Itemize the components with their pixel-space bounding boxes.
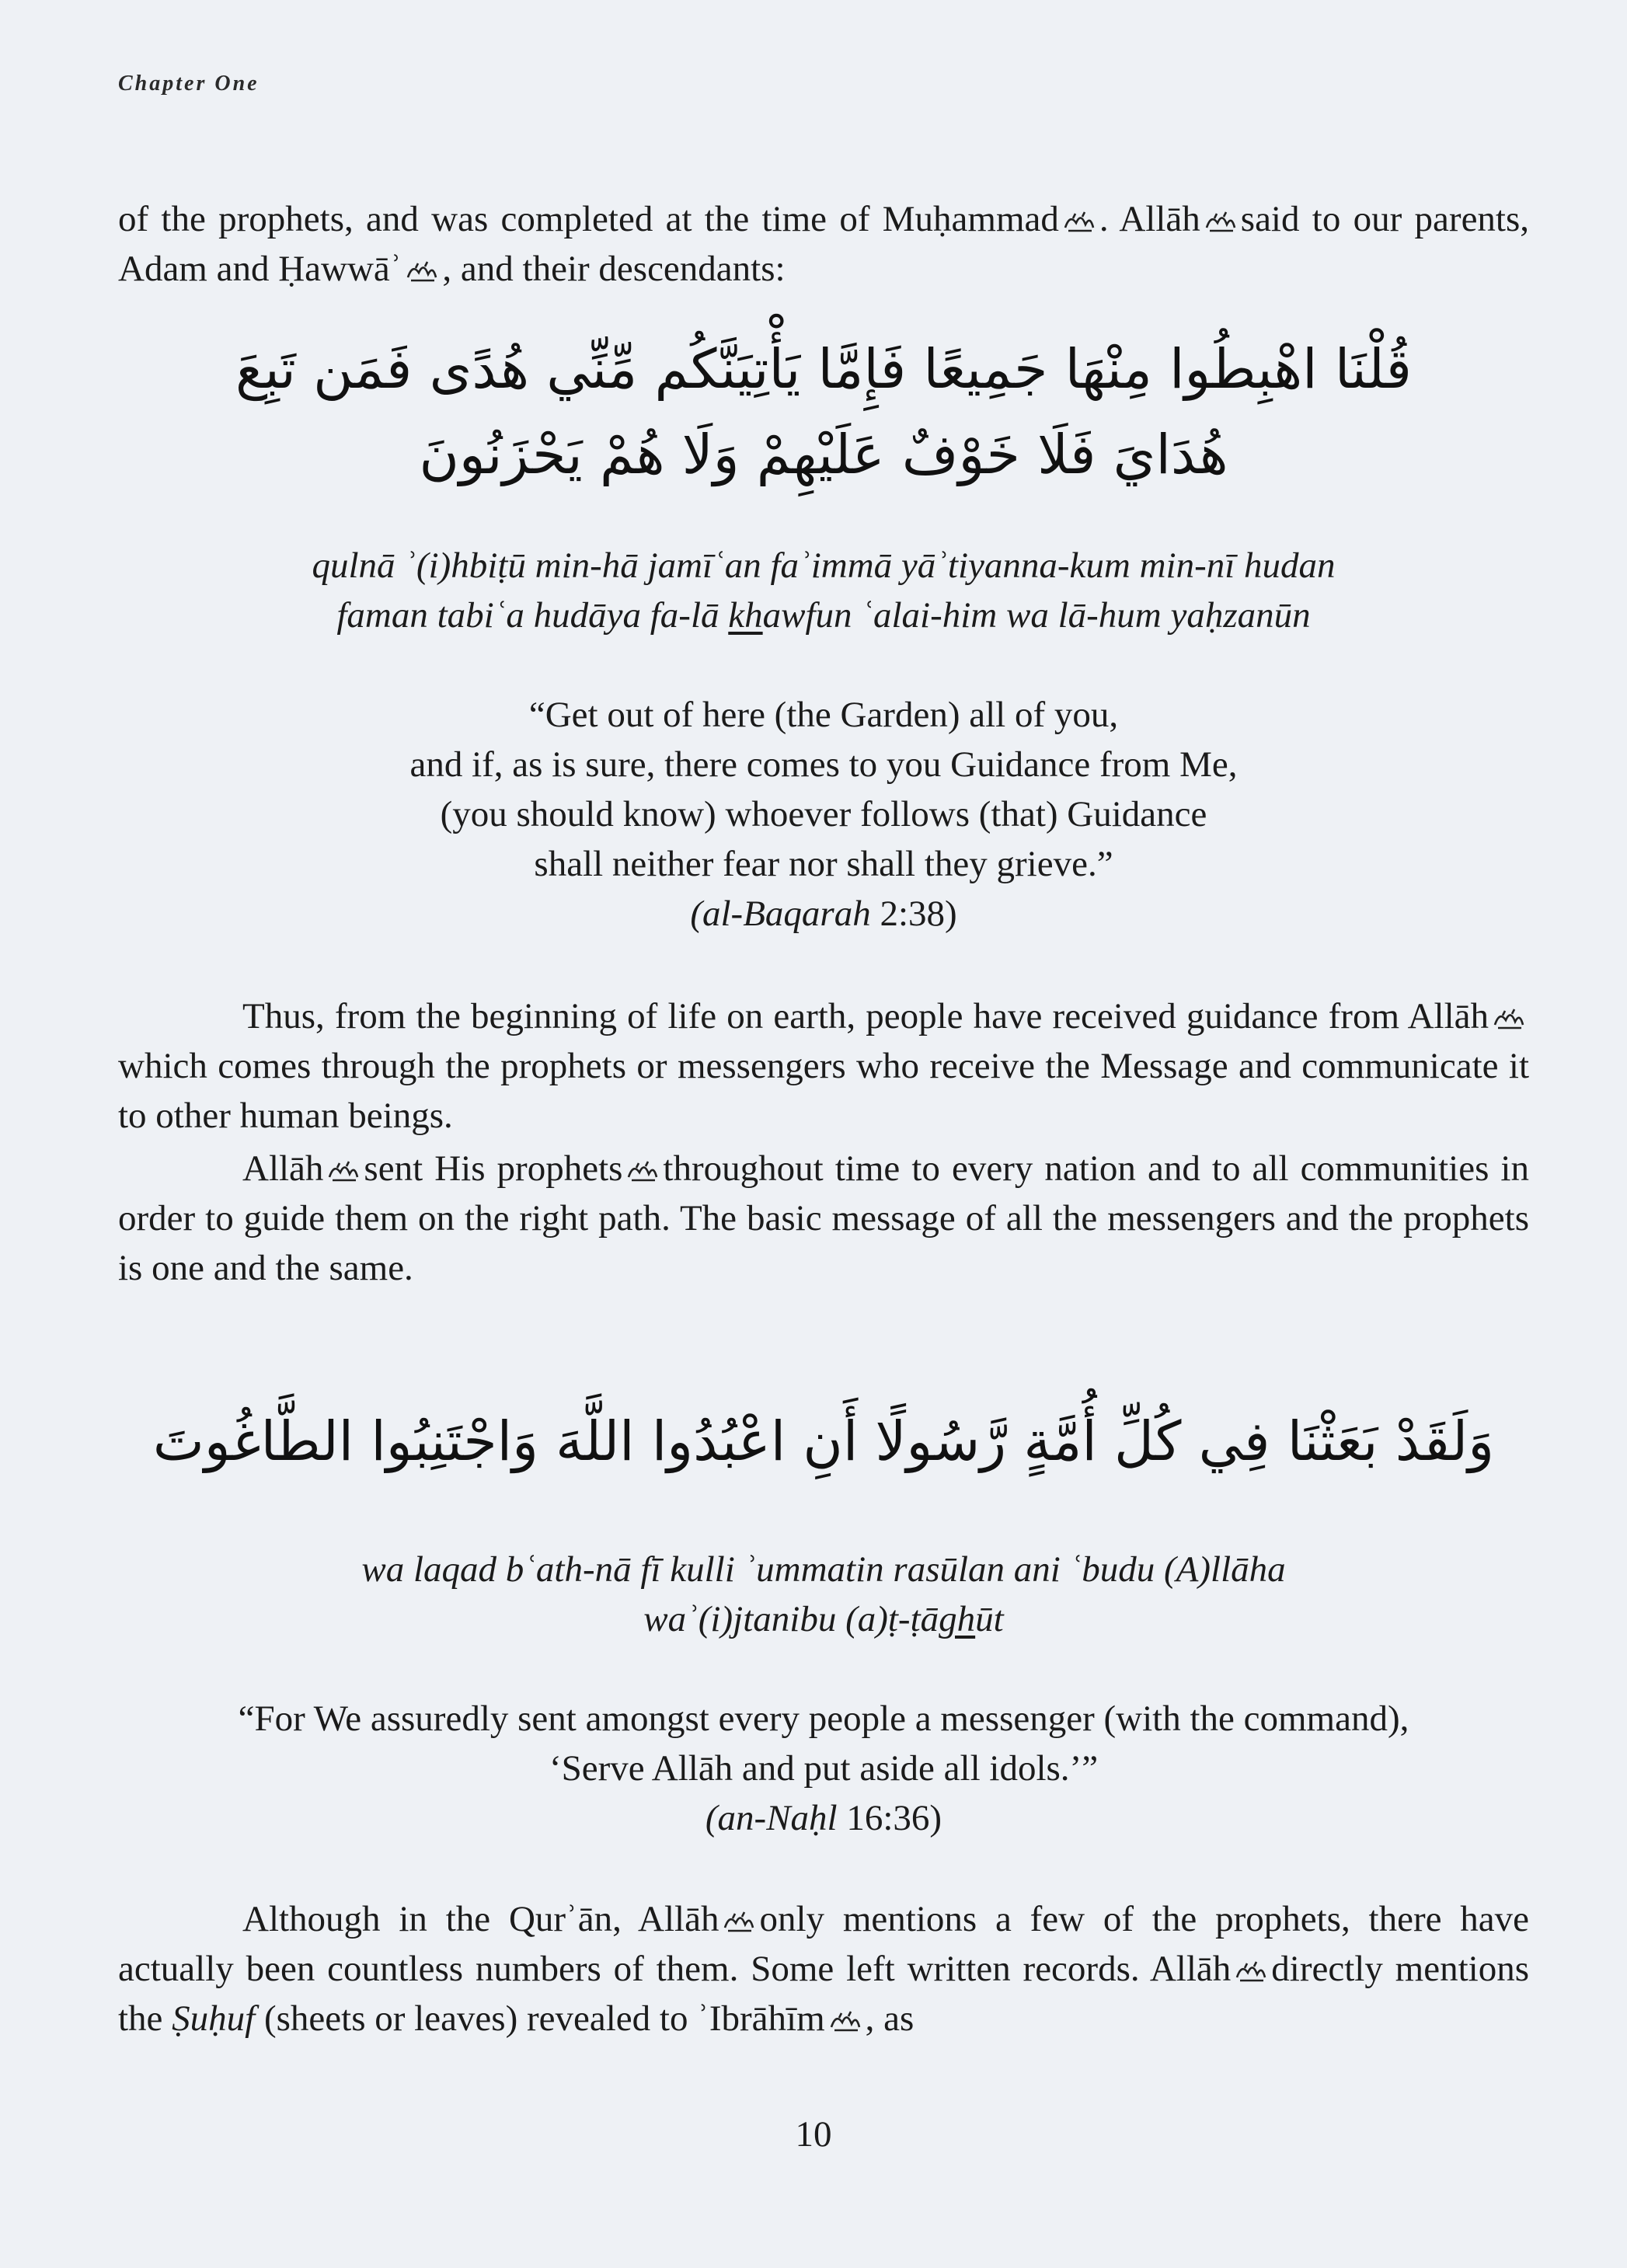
- translation-baqarah: [118, 690, 1529, 939]
- translation-line: “Get out of here (the Garden) all of you,: [528, 695, 1119, 735]
- honorific-glyph-icon: [326, 1158, 361, 1183]
- honorific-glyph-icon: [1204, 209, 1238, 234]
- honorific-glyph-icon: [1234, 1959, 1268, 1984]
- paragraph-text: , as: [865, 1998, 915, 2039]
- translation-line: and if, as is sure, there comes to you Guidance from Me,: [409, 744, 1238, 785]
- paragraph-text: which comes through the prophets or messengers who receive the Message and communicate it to other human beings.: [118, 1046, 1529, 1136]
- running-header: Chapter One: [118, 71, 260, 96]
- verse-reference: (al-Baqarah 2:38): [690, 894, 957, 934]
- honorific-glyph-icon: [722, 1909, 756, 1934]
- paragraph-text: (sheets or leaves) revealed to ʾIbrāhīm: [263, 1998, 825, 2039]
- honorific-glyph-icon: [1062, 209, 1096, 234]
- paragraph-text: throughout time to every nation and to all communities in order to guide them on the right path. The basic message of all the messengers and the prophets is one and the same.: [118, 1148, 1529, 1288]
- translation-line: “For We assuredly sent amongst every people a messenger (with the command),: [238, 1698, 1409, 1739]
- arabic-verse-baqarah: [118, 326, 1529, 497]
- paragraph-text: of the prophets, and was completed at the time of Muḥammad: [118, 199, 1059, 239]
- paragraph-text: sent His prophets: [364, 1148, 623, 1189]
- transliteration-line: wa laqad bʿath-nā fī kulli ʾummatin rasūlan ani ʿbudu (A)llāha: [361, 1549, 1286, 1590]
- arabic-verse-nahl: [118, 1399, 1529, 1484]
- honorific-glyph-icon: [1492, 1006, 1526, 1031]
- translation-line: ‘Serve Allāh and put aside all idols.’”: [549, 1748, 1099, 1789]
- paragraph-text: only mentions a few of the prophets, there have actually been countless numbers of them. Some left written records. Allāh: [118, 1899, 1529, 1989]
- paragraph-text: Although in the Qurʾān, Allāh: [242, 1899, 719, 1939]
- transliteration-line: faman tabiʿa hudāya fa-lā khawfun ʿalai-him wa lā-hum yaḥzanūn: [336, 595, 1311, 636]
- paragraph-text: , and their descendants:: [442, 249, 786, 289]
- arabic-line: هُدَايَ فَلَا خَوْفٌ عَلَيْهِمْ وَلَا هُمْ يَحْزَنُونَ: [419, 423, 1228, 486]
- translation-line: shall neither fear nor shall they grieve.”: [534, 844, 1113, 884]
- paragraph-text: Allāh: [242, 1148, 324, 1189]
- transliteration-line: qulnā ʾ(i)hbiṭū min-hā jamīʿan faʾimmā yāʾtiyanna-kum min-nī hudan: [312, 545, 1336, 586]
- honorific-glyph-icon: [828, 2008, 862, 2033]
- transliteration-nahl: [118, 1545, 1529, 1644]
- arabic-line: قُلْنَا اهْبِطُوا مِنْهَا جَمِيعًا فَإِمَّا يَأْتِيَنَّكُم مِّنِّي هُدًى فَمَن تَبِعَ: [235, 337, 1412, 401]
- honorific-glyph-icon: [625, 1158, 660, 1183]
- paragraph-guidance: [118, 991, 1529, 1293]
- paragraph-text: directly mentions the: [118, 1949, 1529, 2039]
- paragraph-text: said to our parents, Adam and Ḥawwāʾ: [118, 199, 1530, 289]
- translation-line: (you should know) whoever follows (that) Guidance: [440, 794, 1207, 834]
- paragraph-intro: [118, 194, 1529, 294]
- page-number: 10: [795, 2114, 832, 2155]
- arabic-line: وَلَقَدْ بَعَثْنَا فِي كُلِّ أُمَّةٍ رَّسُولًا أَنِ اعْبُدُوا اللَّهَ وَاجْتَنِبُوا الطَّاغُوتَ: [152, 1409, 1495, 1473]
- paragraph-prophets: [118, 1894, 1529, 2043]
- transliteration-line: waʾ(i)jtanibu (a)ṭ-ṭāghūt: [643, 1599, 1004, 1639]
- verse-reference: (an-Naḥl 16:36): [705, 1798, 942, 1838]
- transliteration-baqarah: [118, 541, 1529, 640]
- paragraph-text: Thus, from the beginning of life on earth, people have received guidance from Allāh: [242, 996, 1489, 1036]
- paragraph-text: . Allāh: [1099, 199, 1200, 239]
- suhuf-term: Ṣuḥuf: [172, 1998, 256, 2039]
- honorific-glyph-icon: [405, 259, 439, 284]
- translation-nahl: [118, 1694, 1529, 1843]
